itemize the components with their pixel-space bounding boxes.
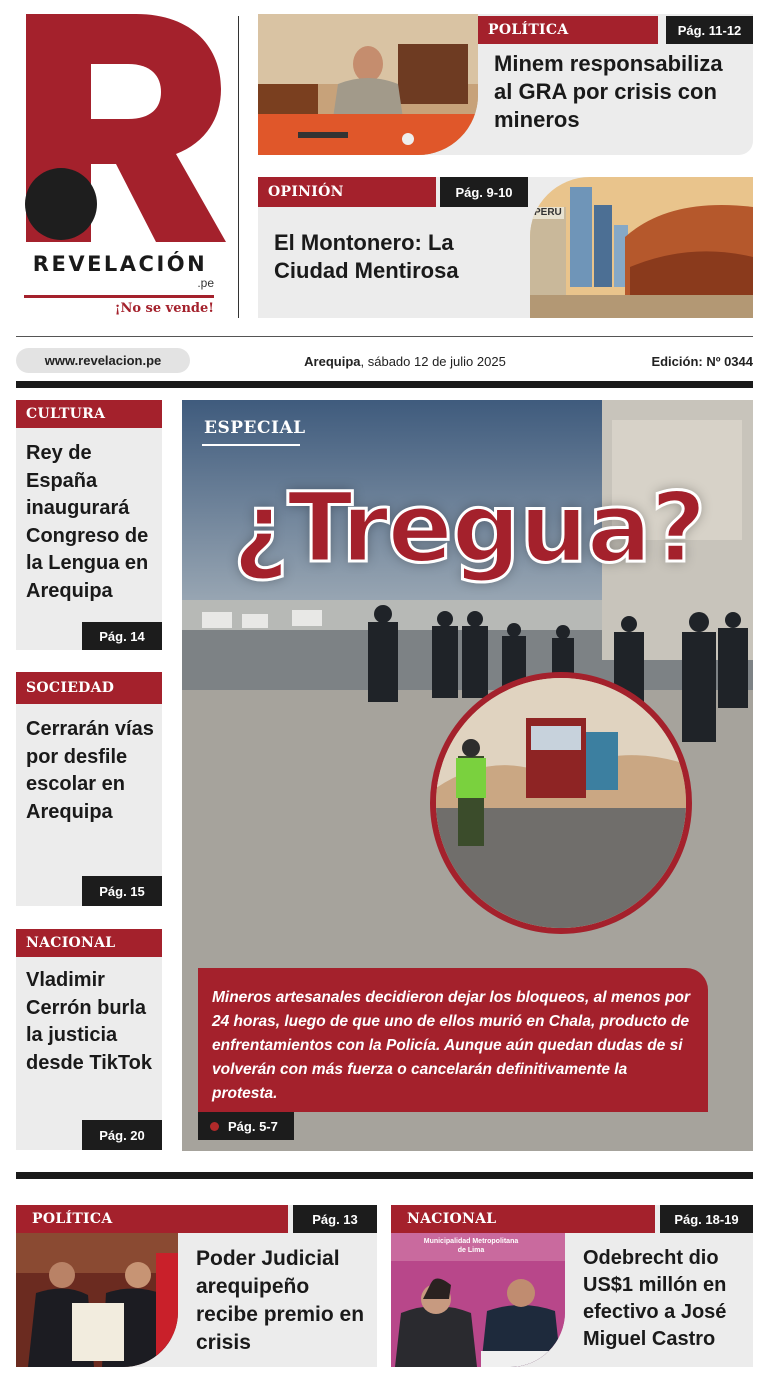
top-story-opinion[interactable] — [258, 177, 753, 318]
date-text: , sábado 12 de julio 2025 — [360, 354, 506, 369]
side-story-headline: Cerrarán vías por desfile escolar en Arequipa — [26, 718, 154, 823]
masthead-divider — [238, 16, 239, 318]
top-story-section: POLÍTICA — [478, 16, 658, 44]
main-story-page: Pág. 5-7 — [228, 1118, 278, 1134]
top-story-headline: Minem responsabiliza al GRA por crisis con mineros — [494, 51, 723, 132]
side-story-section: CULTURA — [16, 400, 162, 428]
bottom-image-caption: Municipalidad Metropolitana de Lima — [423, 1238, 519, 1254]
main-story-kicker: ESPECIAL — [204, 418, 306, 438]
main-story[interactable] — [182, 400, 753, 1151]
brand-name: REVELACIÓN — [32, 252, 208, 276]
side-story-sociedad[interactable] — [16, 672, 162, 906]
header-rule — [16, 336, 753, 337]
side-story-headline: Rey de España inaugurará Congreso de la Lengua en Arequipa — [26, 442, 149, 602]
date-city: Arequipa — [304, 354, 361, 369]
bottom-story-section: POLÍTICA — [16, 1205, 288, 1233]
date-line — [260, 354, 550, 369]
logo-r-mark — [16, 14, 226, 254]
bottom-story-page: Pág. 18-19 — [660, 1205, 753, 1233]
brand-slogan: ¡No se vende! — [114, 301, 214, 316]
top-story-image — [258, 14, 478, 155]
bottom-story-politica[interactable] — [16, 1205, 377, 1367]
bottom-rule — [16, 1172, 753, 1179]
main-story-inset-photo — [430, 672, 692, 934]
side-story-section: SOCIEDAD — [16, 672, 162, 704]
top-story-section: OPINIÓN — [258, 177, 436, 207]
brand-rule — [24, 295, 214, 298]
bottom-story-page: Pág. 13 — [293, 1205, 377, 1233]
top-story-page: Pág. 9-10 — [440, 177, 528, 207]
top-story-headline: El Montonero: La Ciudad Mentirosa — [274, 230, 459, 283]
main-story-headline: ¿Tregua? — [232, 472, 706, 584]
edition-number: Edición: Nº 0344 — [651, 354, 753, 369]
bottom-story-section: NACIONAL — [391, 1205, 655, 1233]
top-story-page: Pág. 11-12 — [666, 16, 753, 44]
side-story-page: Pág. 20 — [82, 1120, 162, 1150]
bottom-story-image — [16, 1233, 178, 1367]
side-story-page: Pág. 14 — [82, 622, 162, 650]
info-bar-rule — [16, 381, 753, 388]
side-story-nacional[interactable] — [16, 929, 162, 1150]
opinion-image-sign: PERU — [534, 207, 562, 218]
side-story-headline: Vladimir Cerrón burla la justicia desde TikTok — [26, 969, 152, 1074]
main-story-page-tag — [198, 1112, 294, 1140]
kicker-underline — [202, 444, 300, 446]
website-pill[interactable]: www.revelacion.pe — [16, 348, 190, 373]
main-story-summary: Mineros artesanales decidieron dejar los bloqueos, al menos por 24 horas, luego de que uno de ellos murió en Chala, producto de enfrentamientos con la Policía. Aunque aún quedan dudas de si volverán con más fuerza o cancelarán definitivamente la protesta. — [212, 989, 691, 1102]
side-story-cultura[interactable] — [16, 400, 162, 650]
side-story-section: NACIONAL — [16, 929, 162, 957]
top-story-image — [530, 177, 753, 318]
bottom-story-headline: Poder Judicial arequipeño recibe premio en crisis — [196, 1247, 365, 1354]
bottom-story-nacional[interactable] — [391, 1205, 753, 1367]
page-dot-icon — [210, 1122, 219, 1131]
side-story-page: Pág. 15 — [82, 876, 162, 906]
top-story-politica[interactable] — [258, 14, 753, 155]
brand-domain: .pe — [197, 276, 214, 290]
bottom-story-headline: Odebrecht dio US$1 millón en efectivo a José Miguel Castro — [583, 1247, 727, 1350]
masthead-logo[interactable] — [16, 14, 226, 319]
bottom-story-image — [391, 1233, 565, 1367]
